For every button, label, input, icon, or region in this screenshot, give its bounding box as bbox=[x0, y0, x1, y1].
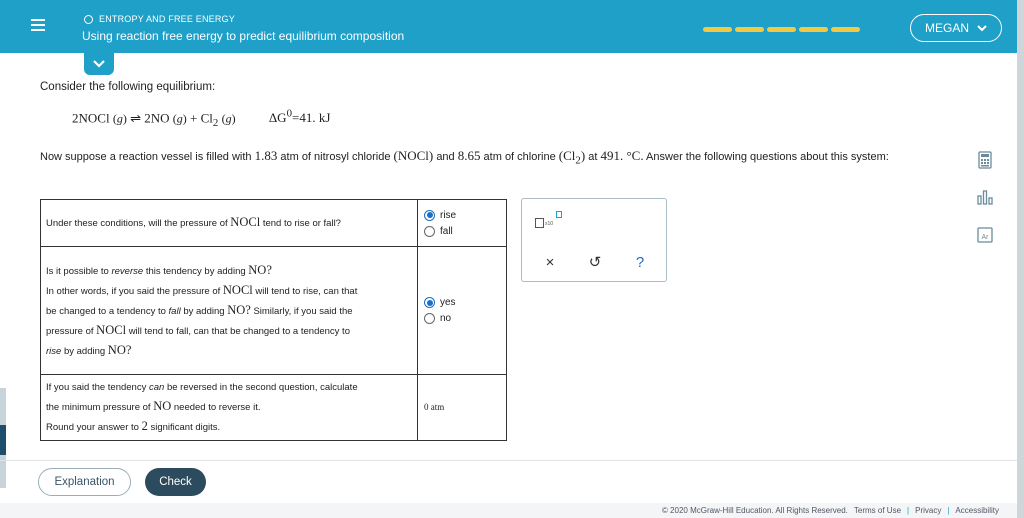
question-intro: Consider the following equilibrium: bbox=[40, 81, 216, 93]
radio-yes[interactable]: yes bbox=[424, 297, 500, 308]
chevron-down-icon bbox=[977, 25, 987, 32]
calculator-icon[interactable] bbox=[976, 151, 994, 169]
progress-segment bbox=[735, 27, 764, 32]
scrollbar-track[interactable] bbox=[1017, 0, 1024, 518]
equilibrium-equation: 2NOCl (g) ⇌ 2NO $(g) + Cl_2$ (g) $\Delta G^0=41$. kJ bbox=[72, 108, 331, 129]
question-setup: Now suppose a reaction vessel is filled with 1.83 atm of nitrosyl chloride (NOCl) and 8.65 atm of chlorine $(Cl_2)$ at 491. °C. Answer the following questions about this system: bbox=[40, 148, 889, 167]
user-menu-button[interactable] bbox=[910, 14, 1002, 42]
table-row bbox=[41, 375, 507, 441]
radio-fall[interactable]: fall bbox=[424, 226, 500, 237]
page-footer bbox=[0, 503, 1017, 518]
answer-tools-panel bbox=[521, 198, 667, 282]
explanation-button[interactable]: Explanation bbox=[38, 468, 131, 496]
check-button[interactable]: Check bbox=[145, 468, 206, 496]
table-row bbox=[41, 200, 507, 247]
question-cell: Under these conditions, will the pressure of NOCl tend to rise or fall? bbox=[41, 200, 418, 247]
left-edge-tab[interactable] bbox=[0, 425, 6, 455]
footer-separator: | bbox=[947, 506, 950, 515]
x10-label: x10 bbox=[545, 221, 554, 227]
terms-link[interactable]: Terms of Use bbox=[853, 506, 902, 515]
progress-segment bbox=[703, 27, 732, 32]
clear-button[interactable]: × bbox=[545, 254, 555, 271]
equilibrium-arrow-icon: ⇌ bbox=[130, 110, 141, 126]
answer-cell bbox=[418, 247, 507, 375]
progress-segment bbox=[767, 27, 796, 32]
copyright-text: © 2020 McGraw-Hill Education. All Rights Reserved. bbox=[661, 506, 848, 515]
topic-circle-icon bbox=[84, 15, 93, 24]
collapse-toggle[interactable] bbox=[84, 53, 114, 75]
progress-segment bbox=[831, 27, 860, 32]
menu-icon[interactable] bbox=[27, 16, 49, 36]
radio-rise[interactable]: rise bbox=[424, 210, 500, 221]
scientific-notation-button[interactable] bbox=[535, 209, 565, 231]
topic-label[interactable]: ENTROPY AND FREE ENERGY bbox=[84, 14, 235, 24]
svg-text:Ar: Ar bbox=[981, 234, 989, 241]
pressure-answer-field[interactable]: 0 atm bbox=[424, 402, 445, 412]
progress-bar bbox=[703, 27, 860, 32]
accessibility-link[interactable]: Accessibility bbox=[955, 506, 999, 515]
radio-selected-icon bbox=[424, 297, 435, 308]
undo-button[interactable]: ↺ bbox=[588, 254, 602, 271]
question-cell: Is it possible to reverse this tendency by adding NO? In other words, if you said the pressure of NOCl will tend to rise, can that be changed to a tendency to fall by adding NO? Similarly, if you said the pressure of NOCl will tend to fall, can that be changed to a tendency to rise by adding NO? bbox=[41, 247, 418, 375]
page-title: Using reaction free energy to predict equilibrium composition bbox=[82, 29, 405, 43]
top-bar bbox=[0, 0, 1017, 53]
radio-no[interactable]: no bbox=[424, 313, 500, 324]
answer-cell[interactable] bbox=[418, 375, 507, 441]
data-chart-icon[interactable] bbox=[976, 188, 994, 206]
progress-segment bbox=[799, 27, 828, 32]
question-cell: If you said the tendency can be reversed in the second question, calculate the minimum pressure of NO needed to reverse it. Round your answer to 2 significant digits. bbox=[41, 375, 418, 441]
table-row bbox=[41, 247, 507, 375]
footer-separator: | bbox=[907, 506, 910, 515]
radio-empty-icon bbox=[424, 313, 435, 324]
help-button[interactable]: ? bbox=[635, 254, 645, 271]
chevron-down-icon bbox=[93, 60, 105, 68]
question-table bbox=[40, 199, 507, 441]
radio-selected-icon bbox=[424, 210, 435, 221]
divider bbox=[0, 460, 1017, 461]
privacy-link[interactable]: Privacy bbox=[915, 506, 942, 515]
periodic-table-icon[interactable] bbox=[976, 226, 994, 244]
radio-empty-icon bbox=[424, 226, 435, 237]
answer-cell bbox=[418, 200, 507, 247]
user-name: MEGAN bbox=[924, 21, 969, 35]
